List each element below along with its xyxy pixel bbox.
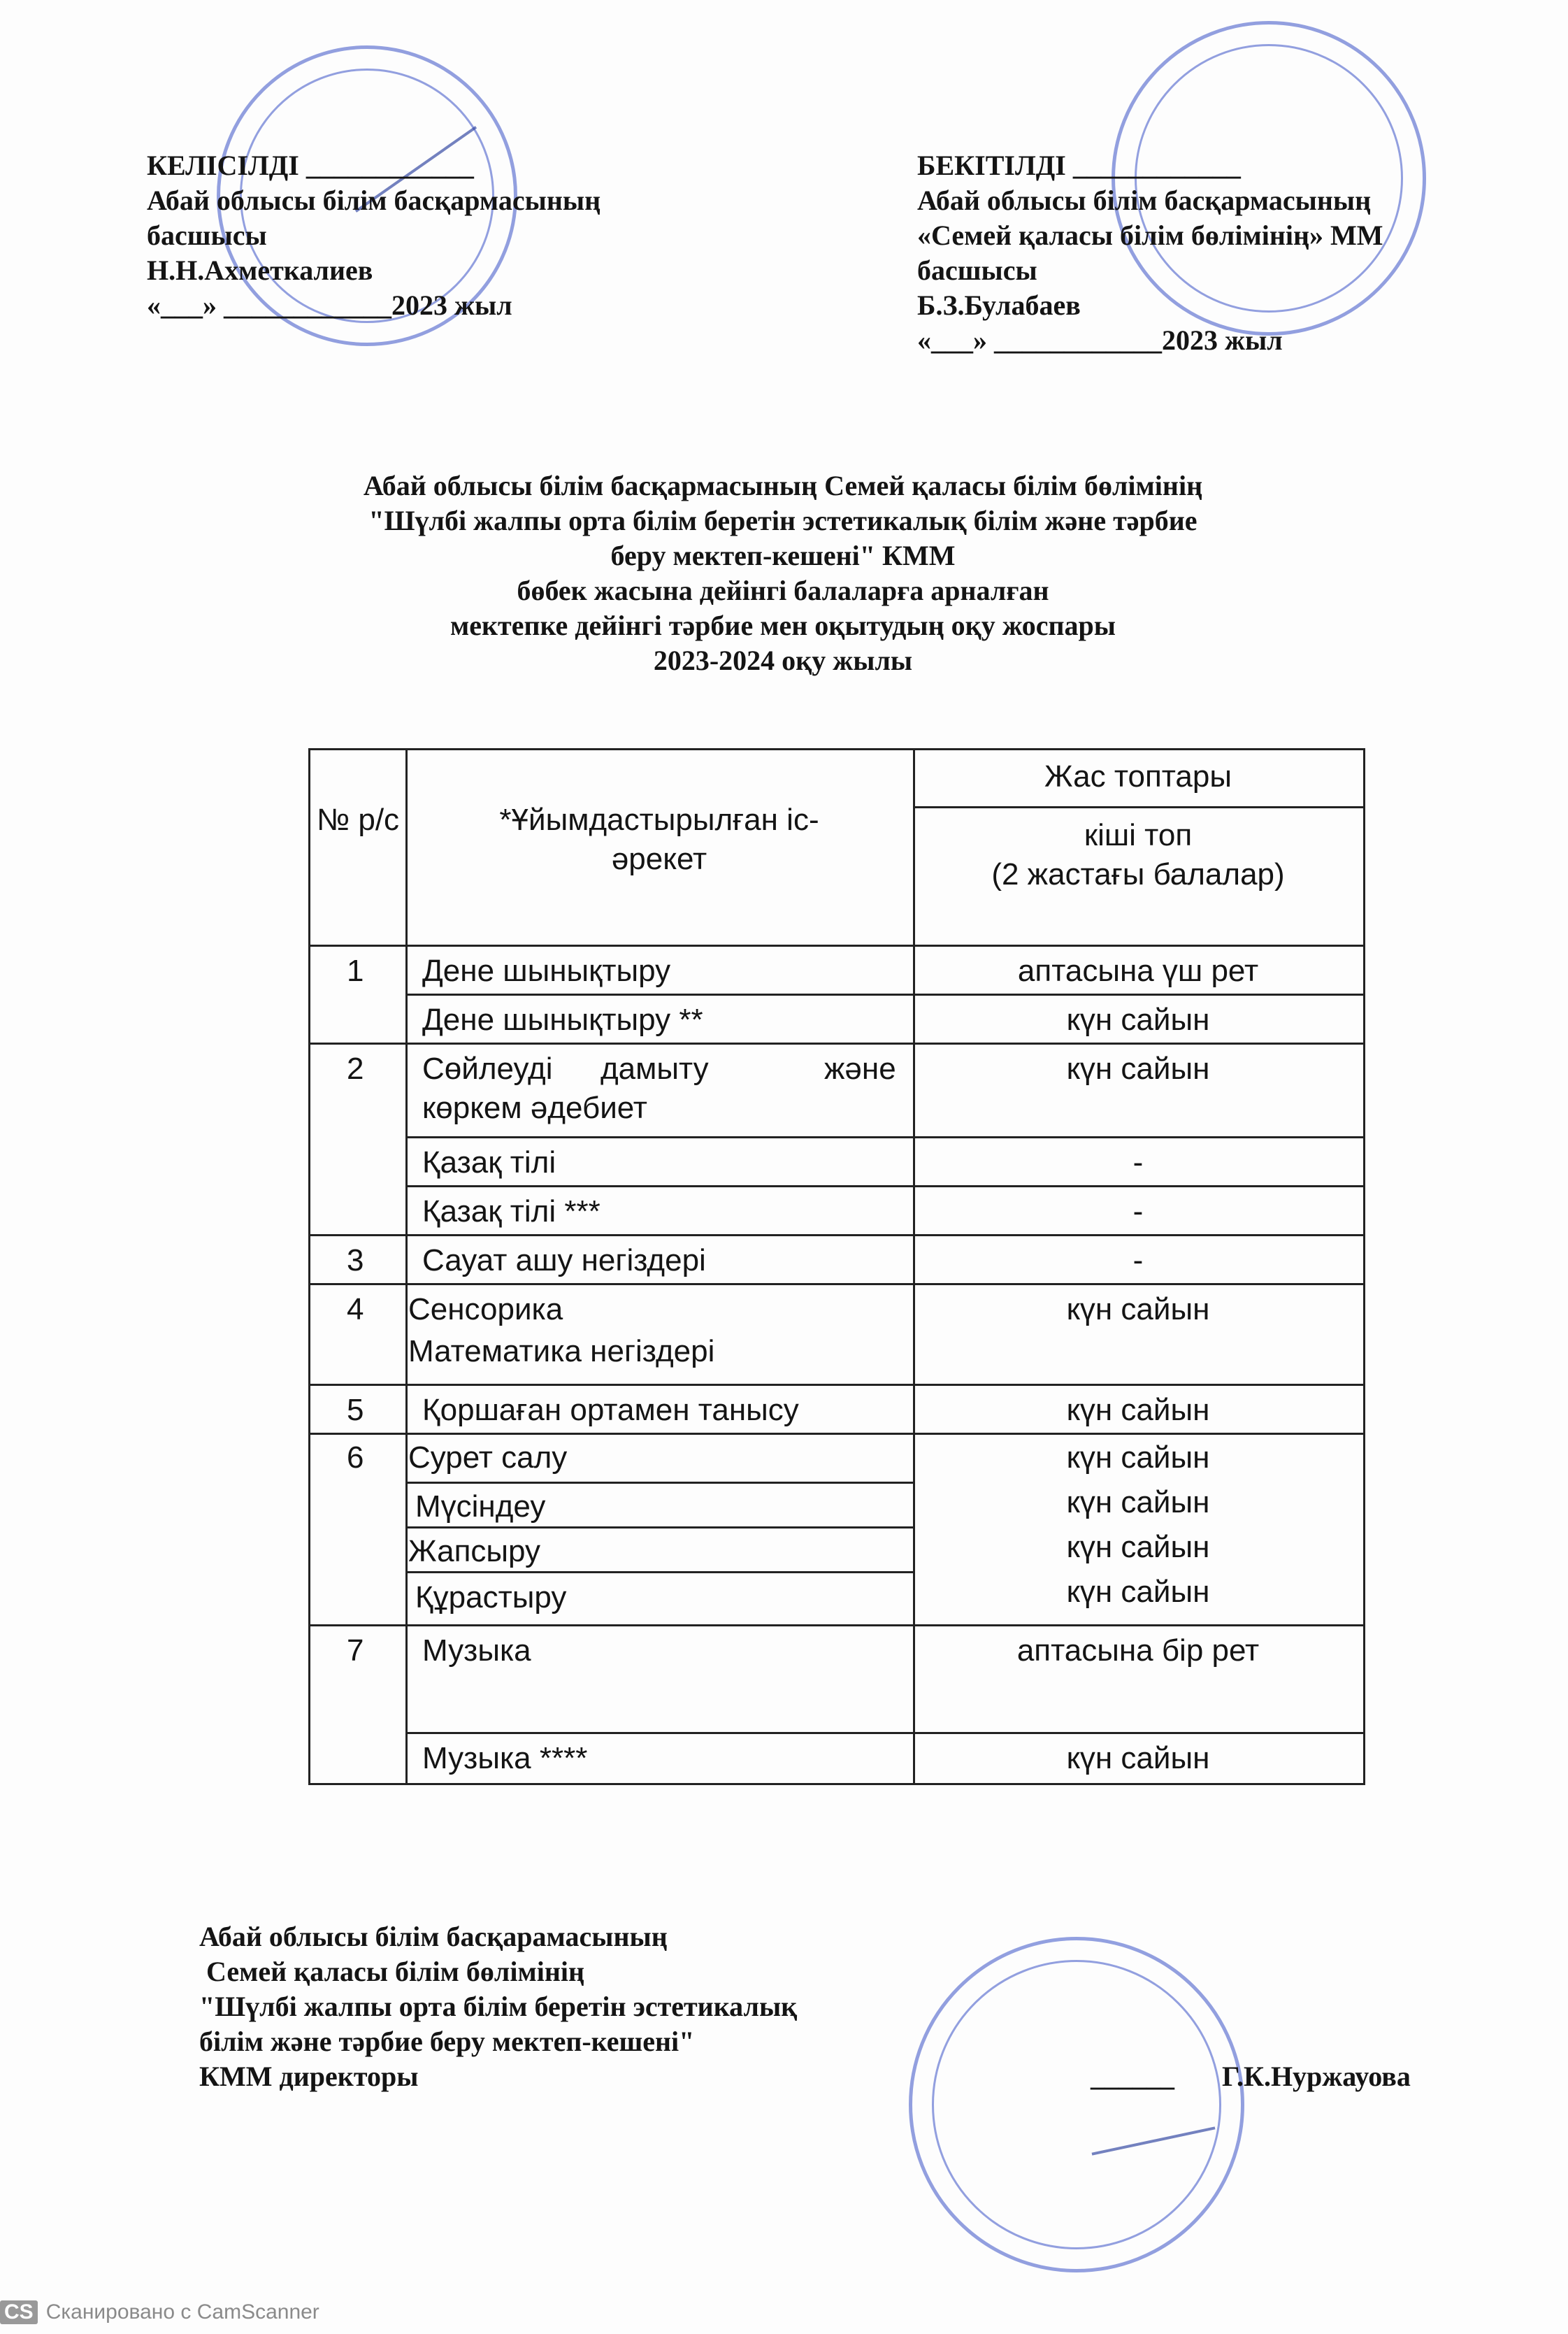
scanner-footer	[0, 2300, 319, 2324]
row-7-number: 7	[347, 1633, 364, 1668]
camscanner-icon: CS	[0, 2300, 38, 2324]
row-6-number: 6	[347, 1440, 364, 1475]
table-hline-2b	[405, 1185, 1363, 1187]
row-1-activity: Дене шынықтыру	[422, 954, 671, 988]
table-hline-2	[310, 1234, 1363, 1236]
row-2c-activity: Қазақ тілі ***	[422, 1194, 600, 1229]
approval-right-line1: Абай облысы білім басқармасының	[917, 185, 1372, 216]
row-6d-frequency: күн сайын	[1066, 1575, 1210, 1609]
row-7b-frequency: күн сайын	[1066, 1741, 1210, 1775]
row-2b-activity: Қазақ тілі	[422, 1145, 556, 1180]
row-1b-frequency: күн сайын	[1066, 1003, 1210, 1037]
row-2c-frequency: -	[1132, 1194, 1144, 1229]
title-line3: беру мектеп-кешені" КММ	[610, 540, 956, 571]
row-6b-activity: Мүсіндеу	[415, 1489, 546, 1524]
header-group: кіші топ (2 жастағы балалар)	[991, 818, 1285, 892]
row-2-number: 2	[347, 1052, 364, 1086]
row-5-number: 5	[347, 1393, 364, 1427]
table-hline-header-bottom	[310, 945, 1363, 947]
row-5-frequency: күн сайын	[1066, 1393, 1210, 1427]
row-6c-frequency: күн сайын	[1066, 1530, 1210, 1564]
table-hline-2a	[405, 1136, 1363, 1138]
signature-line-blank: ______	[1091, 2061, 1174, 2092]
approval-right-title: БЕКІТІЛДІ	[917, 150, 1066, 181]
row-3-frequency: -	[1132, 1243, 1144, 1277]
approval-left-line1: Абай облысы білім басқармасының	[147, 185, 601, 216]
table-hline-6b	[405, 1526, 913, 1528]
row-2-frequency: күн сайын	[1066, 1052, 1210, 1086]
row-2b-frequency: -	[1132, 1145, 1144, 1180]
seal-bottom-stamp	[909, 1937, 1244, 2272]
row-6d-activity: Құрастыру	[415, 1580, 567, 1615]
row-1-number: 1	[347, 954, 364, 988]
table-hline-1a	[405, 994, 1363, 996]
row-4-activity-line2: Математика негіздері	[408, 1334, 715, 1368]
row-6-activity: Сурет салу	[408, 1440, 568, 1475]
approval-left-line4: «___» ____________2023 жыл	[147, 289, 512, 321]
row-7-frequency: аптасына бір рет	[1016, 1633, 1260, 1668]
row-6b-frequency: күн сайын	[1066, 1485, 1210, 1519]
row-2-activity-word2: дамыту	[600, 1052, 709, 1086]
row-5-activity: Қоршаған ортамен танысу	[422, 1393, 799, 1427]
table-hline-4	[310, 1384, 1363, 1386]
row-2-activity-line2: көркем әдебиет	[422, 1091, 647, 1125]
row-1b-activity: Дене шынықтыру **	[422, 1003, 703, 1037]
row-4-frequency: күн сайын	[1066, 1292, 1210, 1326]
row-6-frequency: күн сайын	[1066, 1440, 1210, 1475]
table-hline-3	[310, 1283, 1363, 1285]
title-line4: бөбек жасына дейінгі балаларға арналған	[517, 575, 1049, 606]
signature-line1: Абай облысы білім басқарамасының	[199, 1921, 668, 1952]
title-line1: Абай облысы білім басқармасының Семей қаласы білім бөлімінің	[363, 470, 1203, 501]
row-3-number: 3	[347, 1243, 364, 1277]
header-number: № р/с	[316, 803, 400, 837]
approval-right-line2: «Семей қаласы білім бөлімінің» ММ	[917, 220, 1383, 251]
table-hline-7a	[405, 1732, 1363, 1734]
title-line5: мектепке дейінгі тәрбие мен оқытудың оқу жоспары	[450, 610, 1116, 641]
row-7b-activity: Музыка ****	[422, 1741, 588, 1775]
scanner-text: Сканировано с CamScanner	[45, 2300, 319, 2324]
curriculum-table	[308, 748, 1365, 1785]
approval-right-line5: «___» ____________2023 жыл	[917, 324, 1283, 356]
row-3-activity: Сауат ашу негіздері	[422, 1243, 706, 1277]
signature-line3: "Шүлбі жалпы орта білім беретін эстетикалық	[199, 1991, 798, 2022]
table-hline-6a	[405, 1482, 913, 1484]
signature-line2: Семей қаласы білім бөлімінің	[206, 1956, 585, 1987]
approval-left-line3: Н.Н.Ахметкалиев	[147, 255, 373, 286]
approval-left-line2: басшысы	[147, 220, 267, 251]
table-hline-6c	[405, 1571, 913, 1573]
header-activity: *Ұйымдастырылған іс-әрекет	[499, 803, 819, 876]
header-age-groups: Жас топтары	[1044, 759, 1232, 794]
approval-left-title: КЕЛІСІЛДІ	[147, 150, 299, 181]
title-line6: 2023-2024 оқу жылы	[653, 645, 913, 676]
approval-right: БЕКІТІЛДІ ____________ Абай облысы білім басқармасының «Семей қаласы білім бөлімінің» ММ басшысы Б.З.Булабаев «___» ____________2023 жыл	[917, 148, 1383, 358]
signature-block	[199, 1919, 797, 2094]
signature-line4: білім және тәрбие беру мектеп-кешені"	[199, 2026, 695, 2057]
director-name: Г.К.Нуржауова	[1222, 2061, 1411, 2092]
table-vline-num	[405, 750, 408, 1783]
approval-left: КЕЛІСІЛДІ ____________ Абай облысы білім басқармасының басшысы Н.Н.Ахметкалиев «___» ____________2023 жыл	[147, 148, 600, 323]
table-hline-1	[310, 1043, 1363, 1045]
signature-line5: КММ директоры	[199, 2061, 419, 2092]
row-2-activity-word3: және	[824, 1052, 896, 1086]
row-1-frequency: аптасына үш рет	[1017, 954, 1259, 988]
table-hline-5	[310, 1433, 1363, 1435]
table-hline-6	[310, 1624, 1363, 1626]
approval-right-line3: басшысы	[917, 255, 1037, 286]
row-7-activity: Музыка	[422, 1633, 531, 1668]
document-title	[294, 468, 1272, 678]
approval-right-line4: Б.З.Булабаев	[917, 289, 1081, 321]
table-hline-subheader	[913, 806, 1363, 808]
row-6c-activity: Жапсыру	[408, 1534, 541, 1568]
title-line2: "Шүлбі жалпы орта білім беретін эстетикалық білім және тәрбие	[368, 505, 1197, 536]
row-4-number: 4	[347, 1292, 364, 1326]
row-2-activity-word1: Сөйлеуді	[422, 1052, 553, 1086]
row-4-activity-line1: Сенсорика	[408, 1292, 563, 1326]
